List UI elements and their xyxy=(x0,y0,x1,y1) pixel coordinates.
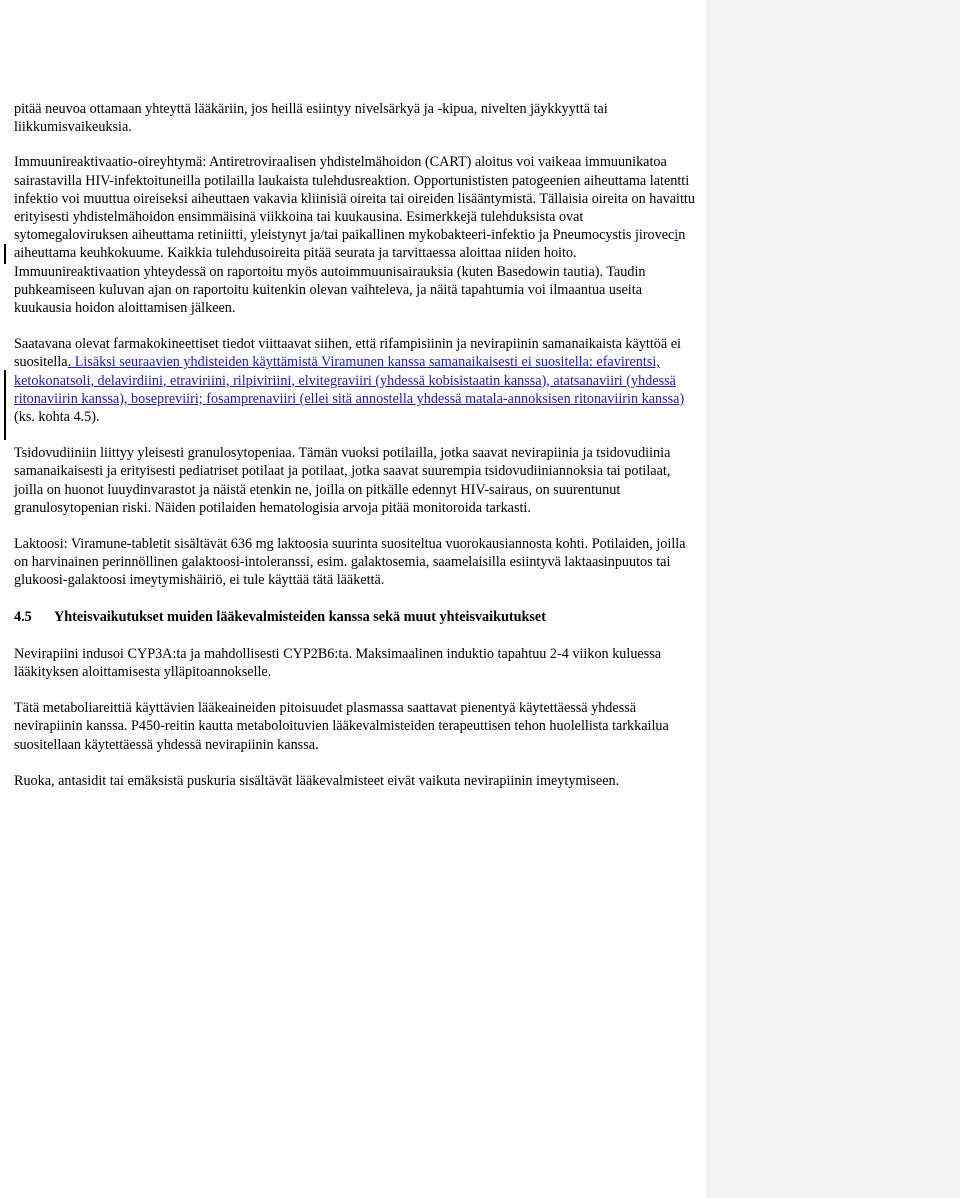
paragraph-food-antacids: Ruoka, antasidit tai emäksistä puskuria sisältävät lääkevalmisteet eivät vaikuta nevirapiinin imeytymiseen. xyxy=(14,772,620,789)
paragraph-arthralgia: pitää neuvoa ottamaan yhteyttä lääkäriin, jos heillä esiintyy nivelsärkyä ja -kipua, nivelten jäykkyyttä tai liikkumisvaikeuksia. xyxy=(14,101,608,136)
document-body xyxy=(14,100,700,808)
section-number: 4.5 xyxy=(14,608,32,625)
rifampicin-text-a: Saatavana olevat farmakokineettiset tiedot viittaavat siihen, että rifampisiinin ja nevirapiinin samanaikaista käyttöä ei suositella xyxy=(14,336,681,371)
paragraph-zidovudine: Tsidovudiiniin liittyy yleisesti granulosytopeniaa. Tämän vuoksi potilailla, jotka saavat nevirapiinia ja tsidovudiinia samanaikaisesti ja erityisesti pediatriset potilaat ja potilaat, jotka saavat suurempia tsidovudiiniannoksia tai potilaat, joilla on huonot luuydinvarastot ja näistä etenkin ne, joilla on pitkälle edennyt HIV-sairaus, on suurentunut granulosytopenian riski. Näiden potilaiden hematologisia arvoja pitää monitoroida tarkasti. xyxy=(14,445,671,516)
change-bar-1 xyxy=(4,244,6,264)
change-bar-2 xyxy=(4,370,6,440)
section-title: Yhteisvaikutukset muiden lääkevalmisteiden kanssa sekä muut yhteisvaikutukset xyxy=(54,608,546,625)
paragraph-metabolism: Tätä metaboliareittiä käyttävien lääkeaineiden pitoisuudet plasmassa saattavat pienentyä käytettäessä yhdessä nevirapiinin kanssa. P450-reitin kautta metaboloituvien lääkevalmisteiden terapeuttisen tehon huolellista tarkkailua suositellaan käytettäessä yhdessä nevirapiinin kanssa. xyxy=(14,700,669,753)
tracked-insertion-not-recommended: . Lisäksi seuraavien yhdisteiden käyttämistä Viramunen kanssa samanaikaisesti ei suositella: efavirentsi, ketokonatsoli, delavirdiini, etraviriini, rilpiviriini, elvitegraviiri (yhdessä kobisistaatin kanssa), atatsanaviiri (yhdessä ritonaviirin kanssa), bosepreviiri; fosamprenaviiri (ellei sitä annostella yhdessä matala-annoksisen ritonaviirin kanssa) xyxy=(14,354,685,407)
comment-margin-pane xyxy=(706,0,960,1198)
section-heading-4-5 xyxy=(14,608,700,626)
immune-reactivation-text-b: n aiheuttama keuhkokuume. Kaikkia tulehdusoireita pitää seurata ja tarvittaessa aloittaa niiden hoito. Immuunireaktivaation yhteydessä on raportoitu myös autoimmuunisairauksia (kuten Basedowin tautia). Taudin puhkeamiseen kuluvan ajan on raportoitu kuitenkin olevan vaihteleva, ja näitä tapahtumia voi ilmaantua useita kuukausia hoidon aloittamisen jälkeen. xyxy=(14,227,686,317)
paragraph-immune-reactivation xyxy=(14,153,700,317)
paragraph-cyp-induction: Nevirapiini indusoi CYP3A:ta ja mahdollisesti CYP2B6:ta. Maksimaalinen induktio tapahtuu 2-4 viikon kuluessa lääkityksen aloittamisesta ylläpitoannokselle. xyxy=(14,645,662,681)
paragraph-lactose: Laktoosi: Viramune-tabletit sisältävät 636 mg laktoosia suurinta suositeltua vuorokausiannosta kohti. Potilaiden, joilla on harvinainen perinnöllinen galaktoosi-intoleranssi, esim. galaktosemia, saamelaisilla esiintyvä laktaasinpuutos tai glukoosi-galaktoosi imeytymishäiriö, ei tule käyttää tätä lääkettä. xyxy=(14,536,686,589)
rifampicin-text-b: (ks. kohta 4.5). xyxy=(14,409,100,426)
tracked-insertion-jiroveci: i xyxy=(674,227,679,244)
immune-reactivation-text-a: Immuunireaktivaatio-oireyhtymä: Antiretroviraalisen yhdistelmähoidon (CART) aloitus voi vaikeaa immuunikatoa sairastavilla HIV-infektoituneilla potilailla laukaista tulehdusreaktion. Opportunististen patogeenien aiheuttama latentti infektio voi muuttua oireiseksi aiheuttaen vakavia kliinisiä oireita tai oireiden lisääntymistä. Tällaisia oireita on havaittu erityisesti yhdistelmähoidon ensimmäisinä viikkoina tai kuukausina. Esimerkkejä tulehduksista ovat sytomegaloviruksen aiheuttama retiniitti, yleistynyt ja/tai paikallinen mykobakteeri-infektio ja Pneumocystis jirovec xyxy=(14,154,695,244)
paragraph-rifampicin xyxy=(14,335,700,426)
